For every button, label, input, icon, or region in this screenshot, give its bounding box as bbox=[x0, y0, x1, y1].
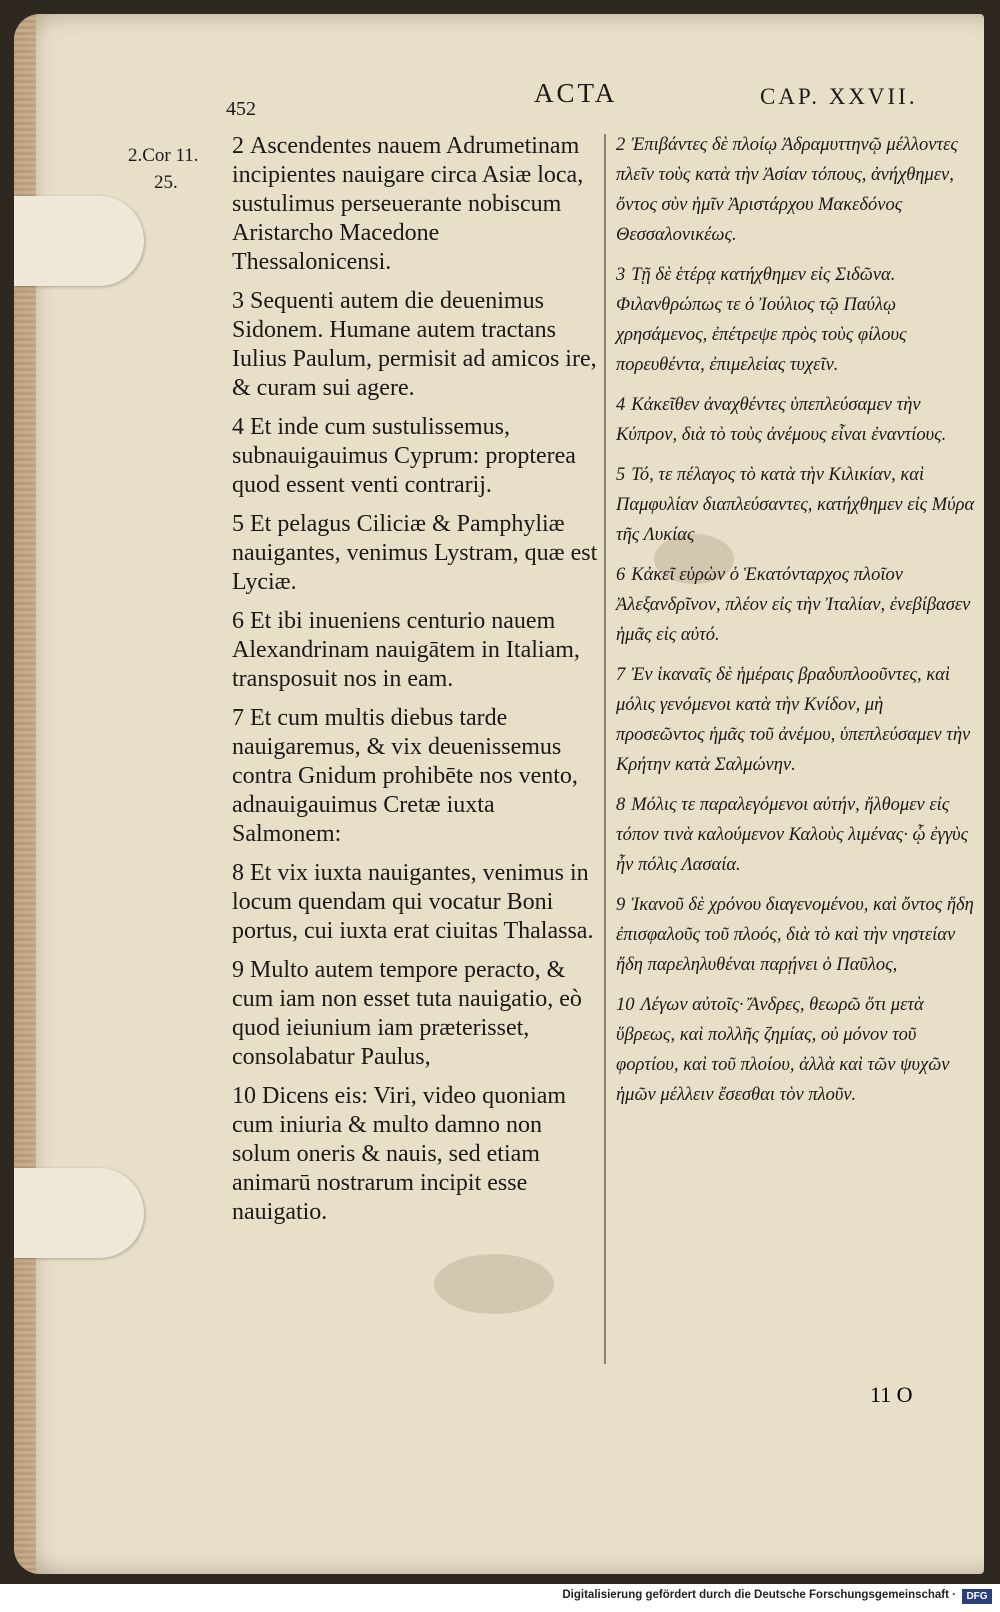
footer-credit: Digitalisierung gefördert durch die Deutsche Forschungsgemeinschaft · bbox=[562, 1589, 956, 1601]
verse-text: Ἐπιβάντες δὲ πλοίῳ Ἀδραμυττηνῷ μέλλοντες πλεῖν τοὺς κατὰ τὴν Ἀσίαν τόπους, ἀνήχθημεν, ὄντος σὺν ἡμῖν Ἀριστάρχου Μακεδόνος Θεσσαλονικέως. bbox=[616, 135, 958, 245]
verse-number: 5 bbox=[232, 511, 244, 537]
footer-bar bbox=[0, 1584, 1000, 1612]
verse-text: Multo autem tempore peracto, & cum iam non esset tuta nauigatio, eò quod ieiunium iam præterisset, consolabatur Paulus, bbox=[232, 957, 582, 1070]
book-page bbox=[14, 14, 984, 1574]
margin-reference-line: 2.Cor 11. bbox=[128, 145, 199, 166]
verse bbox=[616, 260, 976, 380]
verse-text: Sequenti autem die deuenimus Sidonem. Humane autem tractans Iulius Paulum, permisit ad amicos ire, & curam sui agere. bbox=[232, 288, 597, 401]
verse-number: 3 bbox=[616, 265, 626, 285]
verse-text: Et ibi inueniens centurio nauem Alexandrinam nauigātem in Italiam, transposuit nos in eam. bbox=[232, 608, 580, 692]
verse bbox=[616, 130, 976, 250]
verse-text: Τῇ δὲ ἑτέρᾳ κατήχθημεν εἰς Σιδῶνα. Φιλανθρώπως τε ὁ Ἰούλιος τῷ Παύλῳ χρησάμενος, ἐπέτρεψε πρὸς τοὺς φίλους πορευθέντα, ἐπιμελείας τυχεῖν. bbox=[616, 265, 907, 375]
verse bbox=[232, 956, 602, 1072]
verse-number: 5 bbox=[616, 465, 626, 485]
verse-number: 7 bbox=[616, 665, 626, 685]
verse bbox=[616, 990, 976, 1110]
verse bbox=[232, 287, 602, 403]
verse-text: Et pelagus Ciliciæ & Pamphyliæ nauigantes, venimus Lystram, quæ est Lyciæ. bbox=[232, 511, 598, 595]
verse-number: 4 bbox=[616, 395, 626, 415]
column-rule bbox=[604, 134, 606, 1364]
verse-text: Et vix iuxta nauigantes, venimus in locum quendam qui vocatur Boni portus, cui iuxta erat ciuitas Thalassa. bbox=[232, 860, 594, 944]
verse-number: 9 bbox=[616, 895, 626, 915]
greek-column bbox=[616, 130, 976, 1120]
verse bbox=[616, 890, 976, 980]
verse bbox=[232, 859, 602, 946]
verse-number: 8 bbox=[616, 795, 626, 815]
verse bbox=[232, 1082, 602, 1227]
running-title: ACTA bbox=[534, 78, 618, 108]
verse-number: 2 bbox=[232, 133, 244, 159]
verse-text: Et inde cum sustulissemus, subnauigauimus Cyprum: propterea quod essent venti contrarij. bbox=[232, 414, 576, 498]
verse-text: Ἱκανοῦ δὲ χρόνου διαγενομένου, καὶ ὄντος ἤδη ἐπισφαλοῦς τοῦ πλοός, διὰ τὸ καὶ τὴν νηστείαν ἤδη παρεληλυθέναι παρῄνει ὁ Παῦλος, bbox=[616, 895, 974, 975]
verse bbox=[232, 704, 602, 849]
verse-text: Κἀκεῖθεν ἀναχθέντες ὑπεπλεύσαμεν τὴν Κύπρον, διὰ τὸ τοὺς ἀνέμους εἶναι ἐναντίους. bbox=[616, 395, 947, 445]
verse bbox=[616, 560, 976, 650]
verse-number: 6 bbox=[616, 565, 626, 585]
verse-number: 7 bbox=[232, 705, 244, 731]
stain bbox=[434, 1254, 554, 1314]
verse bbox=[616, 660, 976, 780]
verse-number: 8 bbox=[232, 860, 244, 886]
verse-text: Ascendentes nauem Adrumetinam incipientes nauigare circa Asiæ loca, sustulimus perseuerante nobiscum Aristarcho Macedone Thessalonicensi. bbox=[232, 133, 584, 275]
verse-text: Μόλις τε παραλεγόμενοι αὐτήν, ἤλθομεν εἰς τόπον τινὰ καλούμενον Καλοὺς λιμένας· ᾧ ἐγγὺς ἦν πόλις Λασαία. bbox=[616, 795, 969, 875]
paper-tab-bottom bbox=[14, 1168, 144, 1258]
dfg-logo: DFG bbox=[962, 1589, 992, 1604]
verse-number: 10 bbox=[232, 1083, 256, 1109]
signature-mark: 11 O bbox=[870, 1382, 913, 1407]
verse-text: Ἐν ἱκαναῖς δὲ ἡμέραις βραδυπλοοῦντες, καὶ μόλις γενόμενοι κατὰ τὴν Κνίδον, μὴ προσεῶντος ἡμᾶς τοῦ ἀνέμου, ὑπεπλεύσαμεν τὴν Κρήτην κατὰ Σαλμώνην. bbox=[616, 665, 971, 775]
verse-number: 2 bbox=[616, 135, 626, 155]
verse-text: Κἀκεῖ εὑρὼν ὁ Ἑκατόνταρχος πλοῖον Ἀλεξανδρῖνον, πλέον εἰς τὴν Ἰταλίαν, ἐνεβίβασεν ἡμᾶς εἰς αὐτό. bbox=[616, 565, 971, 645]
verse bbox=[616, 390, 976, 450]
verse bbox=[232, 510, 602, 597]
paper-tab-top bbox=[14, 196, 144, 286]
verse-number: 3 bbox=[232, 288, 244, 314]
verse bbox=[616, 460, 976, 550]
margin-reference bbox=[128, 142, 238, 196]
page-number: 452 bbox=[226, 98, 256, 120]
margin-reference-line: 25. bbox=[154, 172, 178, 193]
verse-number: 10 bbox=[616, 995, 635, 1015]
verse bbox=[616, 790, 976, 880]
verse-number: 6 bbox=[232, 608, 244, 634]
chapter-heading: CAP. XXVII. bbox=[760, 84, 918, 109]
verse-text: Τό, τε πέλαγος τὸ κατὰ τὴν Κιλικίαν, καὶ Παμφυλίαν διαπλεύσαντες, κατήχθημεν εἰς Μύρα τῆς Λυκίας bbox=[616, 465, 975, 545]
verse-text: Λέγων αὐτοῖς· Ἄνδρες, θεωρῶ ὅτι μετὰ ὕβρεως, καὶ πολλῆς ζημίας, οὐ μόνον τοῦ φορτίου, καὶ τοῦ πλοίου, ἀλλὰ καὶ τῶν ψυχῶν ἡμῶν μέλλειν ἔσεσθαι τὸν πλοῦν. bbox=[616, 995, 950, 1105]
verse bbox=[232, 413, 602, 500]
verse bbox=[232, 607, 602, 694]
latin-column bbox=[232, 132, 602, 1237]
verse bbox=[232, 132, 602, 277]
verse-text: Dicens eis: Viri, video quoniam cum iniuria & multo damno non solum oneris & nauis, sed etiam animarū nostrarum incipit esse nauigatio. bbox=[232, 1083, 567, 1225]
verse-number: 4 bbox=[232, 414, 244, 440]
verse-number: 9 bbox=[232, 957, 244, 983]
verse-text: Et cum multis diebus tarde nauigaremus, & vix deuenissemus contra Gnidum prohibēte nos vento, adnauigauimus Cretæ iuxta Salmonem: bbox=[232, 705, 578, 847]
